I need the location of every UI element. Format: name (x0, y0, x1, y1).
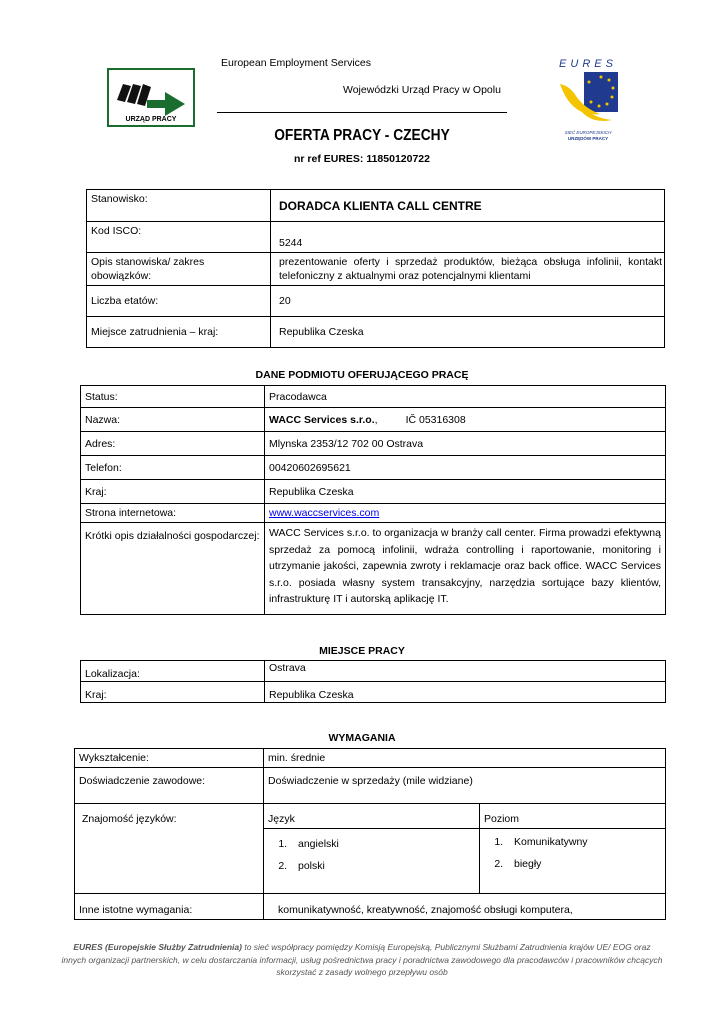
table-row (87, 222, 665, 253)
eu-services-label: European Employment Services (221, 57, 371, 69)
workplace-heading: MIEJSCE PRACY (319, 645, 405, 657)
positions-count-label: Liczba etatów: (87, 286, 271, 317)
table-row (81, 504, 666, 523)
employer-heading: DANE PODMIOTU OFERUJĄCEGO PRACĘ (255, 369, 469, 381)
company-name-value: WACC Services s.r.o. (269, 413, 375, 426)
experience-label: Doświadczenie zawodowe: (75, 768, 264, 804)
status-value: Pracodawca (265, 386, 666, 408)
page-title: OFERTA PRACY - CZECHY (274, 127, 450, 144)
workplace-country-value: Republika Czeska (271, 317, 665, 348)
table-row (87, 286, 665, 317)
eures-logo-sub2: URZĘDÓW PRACY (567, 136, 609, 141)
office-label: Wojewódzki Urząd Pracy w Opolu (343, 84, 501, 96)
address-label: Adres: (81, 432, 265, 456)
urzad-pracy-logo (107, 68, 195, 127)
languages-label: Znajomość języków: (75, 804, 264, 894)
requirements-table (74, 748, 666, 920)
table-row (75, 804, 666, 894)
table-row (81, 480, 666, 504)
other-requirements-value: komunikatywność, kreatywność, znajomość obsługi komputera, (264, 894, 666, 920)
requirements-heading: WYMAGANIA (328, 732, 396, 744)
company-ic-value: IČ 05316308 (405, 413, 466, 426)
isco-label: Kod ISCO: (87, 222, 271, 253)
reference-number: nr ref EURES: 11850120722 (293, 153, 430, 165)
workplace-country-label-2: Kraj: (81, 682, 265, 703)
table-row (87, 253, 665, 286)
table-row (75, 749, 666, 768)
table-row (75, 894, 666, 920)
company-name-comma: , (374, 413, 378, 426)
language-cell (264, 804, 480, 894)
table-row (87, 190, 665, 222)
list-item: 1. angielski (290, 837, 479, 851)
header-divider (217, 112, 507, 113)
business-description-label: Krótki opis działalności gospodarczej: (81, 523, 265, 615)
workplace-country-value-2: Republika Czeska (265, 682, 666, 703)
table-row (81, 456, 666, 480)
job-title-label: Stanowisko: (87, 190, 271, 222)
workplace-table (80, 660, 666, 703)
footer-org: EURES (Europejskie Służby Zatrudnienia) (73, 942, 242, 952)
table-row (81, 682, 666, 703)
urzad-pracy-logo-text: URZĄD PRACY (125, 116, 177, 123)
website-link[interactable]: www.waccservices.com (269, 507, 380, 519)
education-value: min. średnie (264, 749, 666, 768)
urzad-pracy-logo-graphic (109, 70, 193, 125)
footer-note (60, 941, 664, 979)
company-name-label: Nazwa: (81, 408, 265, 432)
table-row (81, 408, 666, 432)
phone-value: 00420602695621 (265, 456, 666, 480)
footer-text: to sieć współpracy pomiędzy Komisją Europejską, Publicznymi Służbami Zatrudnienia krajów UE/ EOG oraz innych organizacji partnerskich, w celu dostarczania informacji, usług pośrednictwa pracy i poradnictwa zawodowego dla pracodawców i pracowników chcących skorzystać z zasady wolnego przepływu osób (61, 942, 663, 977)
employer-country-value: Republika Czeska (265, 480, 666, 504)
status-label: Status: (81, 386, 265, 408)
website-label: Strona internetowa: (81, 504, 265, 523)
business-description-value: WACC Services s.r.o. to organizacja w branży call center. Firma prowadzi efektywną sprzedaż za pomocą infolinii, wdraża controlling i raportowanie, monitoring i utrzymanie jakości, zapewnia zwroty i reklamacje oraz back office. WACC Services s.r.o. posiada własny system transakcyjny, narzędzia sortujące bazy klientów, infrastrukturę IT i autorską aplikację IT. (265, 523, 666, 615)
table-row (81, 432, 666, 456)
workplace-country-label: Miejsce zatrudnienia – kraj: (87, 317, 271, 348)
language-column-header: Język (264, 804, 479, 829)
level-column-header: Poziom (480, 804, 665, 829)
employer-country-label: Kraj: (81, 480, 265, 504)
website-cell (265, 504, 666, 523)
list-item: 2. biegły (506, 857, 665, 871)
level-cell (480, 804, 666, 894)
job-title-value: DORADCA KLIENTA CALL CENTRE (271, 190, 665, 222)
job-description-label: Opis stanowiska/ zakres obowiązków: (87, 253, 271, 286)
company-name-cell (265, 408, 666, 432)
table-row (81, 523, 666, 615)
location-value: Ostrava (265, 661, 666, 682)
table-row (81, 386, 666, 408)
table-row (75, 768, 666, 804)
experience-value: Doświadczenie w sprzedaży (mile widziane) (264, 768, 666, 804)
employer-table (80, 385, 666, 615)
location-label: Lokalizacja: (81, 661, 265, 682)
position-table (86, 189, 665, 348)
language-list (264, 837, 479, 873)
eures-logo-text: EURES (559, 58, 617, 70)
isco-value: 5244 (271, 222, 665, 253)
eures-logo-sub1: SIEĆ EUROPEJSKICH (564, 130, 612, 135)
job-description-value: prezentowanie oferty i sprzedaż produktów, bieżąca obsługa infolinii, kontakt telefoniczny z aktualnymi oraz potencjalnymi klientami (271, 253, 665, 286)
positions-count-value: 20 (271, 286, 665, 317)
address-value: Mlynska 2353/12 702 00 Ostrava (265, 432, 666, 456)
phone-label: Telefon: (81, 456, 265, 480)
other-requirements-label: Inne istotne wymagania: (75, 894, 264, 920)
table-row (87, 317, 665, 348)
table-row (81, 661, 666, 682)
level-list (480, 835, 665, 871)
list-item: 2. polski (290, 859, 479, 873)
list-item: 1. Komunikatywny (506, 835, 665, 849)
education-label: Wykształcenie: (75, 749, 264, 768)
